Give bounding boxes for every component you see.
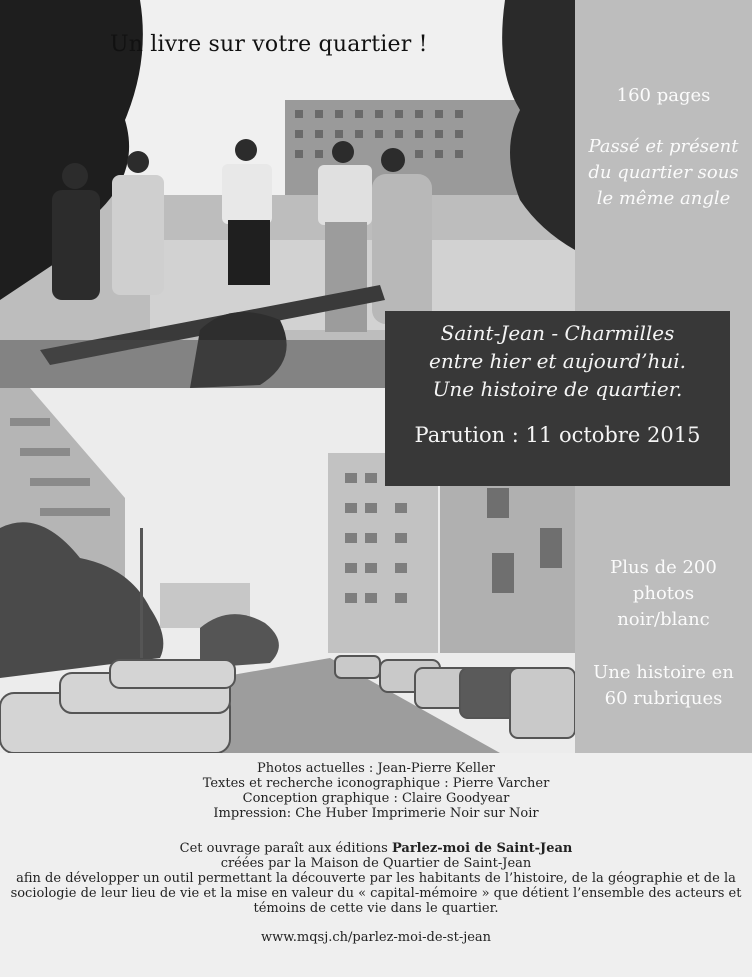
rubrique-count-line: 60 rubriques [604,688,723,709]
tagline [575,134,752,212]
tagline-line: le même angle [596,188,731,209]
credit-line: Textes et recherche iconographique : Pierre Varcher [202,776,550,791]
photo-count-line: Plus de 200 [610,557,717,578]
book-title-line: Une histoire de quartier. [432,377,683,401]
headline: Un livre sur votre quartier ! [110,32,428,57]
publisher-intro: Cet ouvrage paraît aux éditions [179,841,392,856]
description-line: créées par la Maison de Quartier de Saint-Jean [220,856,532,871]
description-line: afin de développer un outil permettant la découverte par les habitants de l’histoire, de la géographie et de la [16,871,736,886]
release-date: Parution : 11 octobre 2015 [414,423,701,447]
book-title-line: Saint-Jean - Charmilles [440,321,675,345]
page-count: 160 pages [616,85,711,106]
credit-line: Conception graphique : Claire Goodyear [242,791,510,806]
book-info-box [385,311,730,486]
rubrique-count-line: Une histoire en [593,662,734,683]
description-line: sociologie de leur lieu de vie et la mise en valeur du « capital-mémoire » que détient l’ensemble des acteurs et [10,886,742,901]
credits-section [0,753,752,977]
rubrique-count [575,660,752,712]
photo-count-line: noir/blanc [617,609,710,630]
tagline-line: Passé et présent [588,136,739,157]
credit-line: Photos actuelles : Jean-Pierre Keller [257,761,495,776]
publisher-line [0,841,752,856]
photo-count [575,555,752,633]
tagline-line: du quartier sous [588,162,739,183]
website-link[interactable]: www.mqsj.ch/parlez-moi-de-st-jean [260,930,492,945]
photo-count-line: photos [632,583,695,604]
description-line: témoins de cette vie dans le quartier. [253,901,499,916]
credit-line: Impression: Che Huber Imprimerie Noir sur Noir [213,806,539,821]
publisher-name: Parlez-moi de Saint-Jean [391,841,573,856]
book-title-line: entre hier et aujourd’hui. [429,349,686,373]
